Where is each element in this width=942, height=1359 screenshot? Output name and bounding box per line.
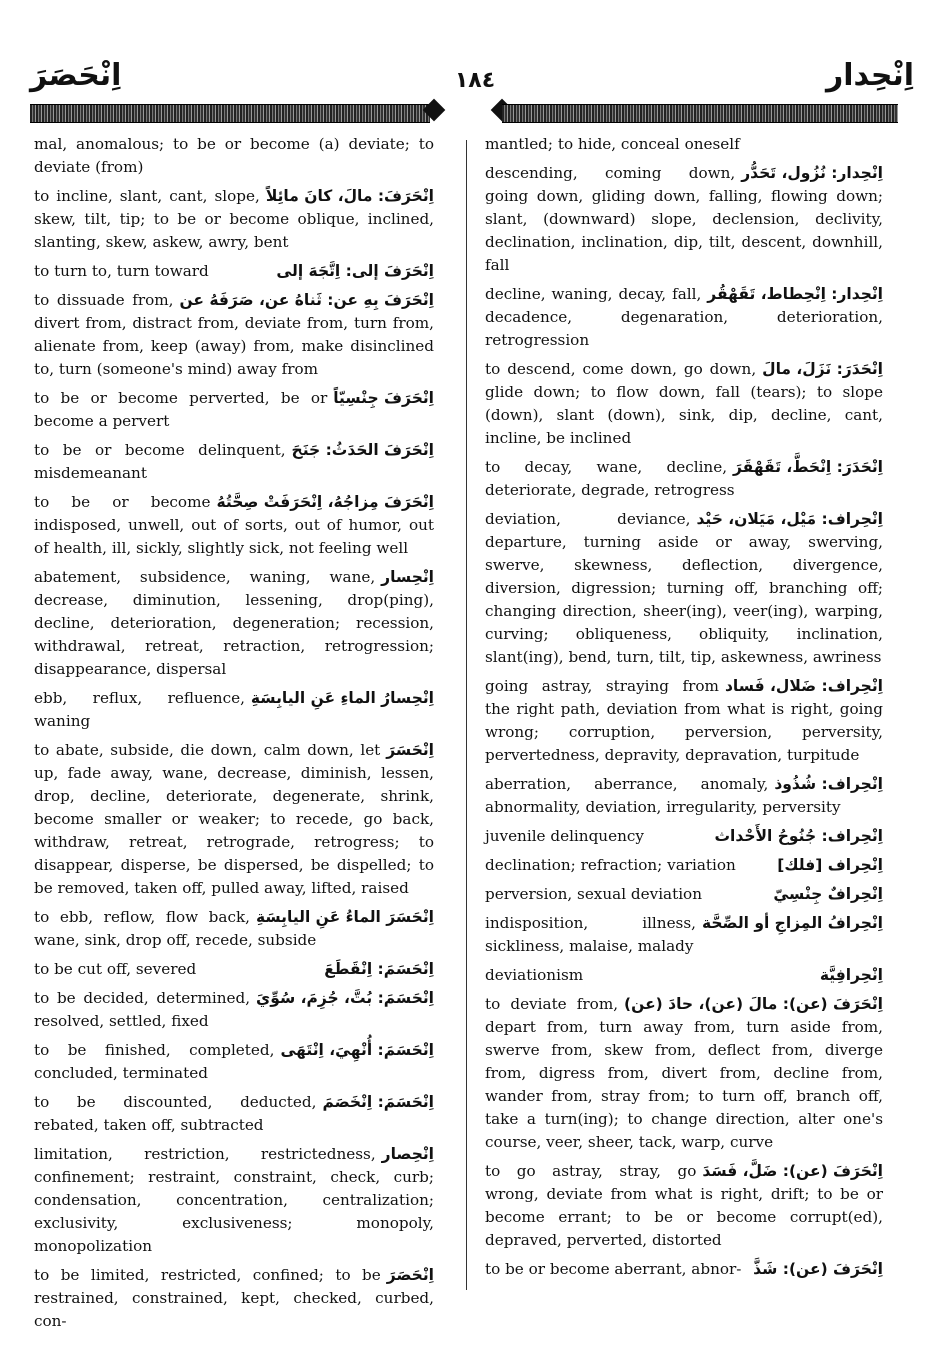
arabic-headword: اِنْحَرَفَ: مالَ، كانَ مائِلاً (265, 187, 434, 205)
arabic-headword: اِنْحِدار: نُزُول، تَحَدُّر (741, 164, 883, 182)
arabic-headword: اِنْحِراف [فلك] (777, 856, 883, 874)
english-definition: perversion, sexual deviation (485, 885, 702, 903)
arabic-headword: اِنْحَسَرَ الماءُ عَنِ اليابِسَةِ (256, 908, 434, 926)
arabic-headword: اِنْحِسار (381, 568, 434, 586)
english-definition: to dissuade from, divert from, distract from, deviate from, turn from, alienate from, keep (away) from, make disinclined to, turn (someone's mind) away from (34, 291, 434, 378)
english-definition: to abate, subside, die down, calm down, let up, fade away, wane, decrease, diminish, lessen, drop, decline, deteriorate, degenerate, shrink, become smaller or weaker; to recede, go back, withdraw, retreat, retrograde, retrogress; to disappear, disperse, be dispersed, be dispelled; to be removed, taken off, pulled away, lifted, raised (34, 741, 434, 897)
arabic-headword: اِنْحَسَمَ: بُتَّ، جُزِمَ، سُوِّيَ (256, 989, 434, 1007)
dictionary-entry (485, 964, 883, 987)
dictionary-entry (34, 987, 434, 1033)
dictionary-entry (34, 739, 434, 900)
arabic-headword: اِنْحَرَفَ الحَدَثُ: جَنَحَ (291, 441, 434, 459)
arabic-headword: اِنْحِسارُ الماءِ عَنِ اليابِسَةِ (250, 689, 434, 707)
arabic-headword: اِنْحَرَفَ بِهِ عن: ثَناهُ عن، صَرَفَهُ عن (179, 291, 434, 309)
dictionary-entry (34, 133, 434, 179)
arabic-headword: اِنْحِراف: مَيْل، مَيَلان، حَيْد (696, 510, 883, 528)
column-divider (466, 140, 467, 1290)
guide-word-right: اِنْحِدار (825, 58, 914, 93)
english-definition: to be or become perverted, be or become a pervert (34, 389, 328, 430)
arabic-headword: اِنْحَسَرَ (386, 741, 434, 759)
arabic-headword: اِنْحَرَفَ مِزاجُهُ، اِنْحَرَفَتْ صِحَّتُهُ (216, 493, 434, 511)
dictionary-entry (34, 260, 434, 283)
english-definition: deviationism (485, 966, 584, 984)
dictionary-entry (485, 675, 883, 767)
arabic-headword: اِنْحَصَرَ (386, 1266, 434, 1284)
arabic-headword: اِنْحِرافُ المِزاجِ أو الصِّحَّة (701, 914, 883, 932)
dictionary-entry (485, 1258, 883, 1281)
arabic-headword: اِنْحَسَمَ: اِنْقَطَعَ (324, 960, 434, 978)
english-definition: juvenile delinquency (485, 827, 644, 845)
english-definition: mal, anomalous; to be or become (a) deviate; to deviate (from) (34, 135, 434, 176)
dictionary-entry (485, 508, 883, 669)
dictionary-entry (34, 491, 434, 560)
header-rule-left (30, 104, 430, 123)
arabic-headword: اِنْحِدار: اِنْحِطاط، تَقَهْقُر (707, 285, 883, 303)
arabic-headword: اِنْحَدَرَ: اِنْحَطَّ، تَقَهْقَرَ (733, 458, 883, 476)
dictionary-entry (485, 1160, 883, 1252)
english-definition: declination; refraction; variation (485, 856, 736, 874)
dictionary-entry (34, 1039, 434, 1085)
english-definition: aberration, aberrance, anomaly, abnormality, deviation, irregularity, perversity (485, 775, 841, 816)
english-definition: to be or become aberrant, abnor- (485, 1260, 742, 1278)
header-rule-right (502, 104, 898, 123)
dictionary-entry (34, 1143, 434, 1258)
english-definition: to turn to, turn toward (34, 262, 209, 280)
english-definition: ebb, reflux, refluence, waning (34, 689, 245, 730)
page-number: ١٨٤ (454, 68, 496, 93)
dictionary-entry (34, 687, 434, 733)
dictionary-entry (34, 439, 434, 485)
dictionary-entry (485, 456, 883, 502)
english-definition: decline, waning, decay, fall, decadence, degenaration, deterioration, retrogression (485, 285, 883, 349)
dictionary-entry (485, 854, 883, 877)
english-definition: to deviate from, depart from, turn away from, turn aside from, swerve from, skew from, deflect from, diverge from, digress from, divert from, decline from, wander from, stray from; to turn off, branch off, take a turn(ing); to change direction, alter one's course, veer, sheer, tack, warp, curve (485, 995, 883, 1151)
arabic-headword: اِنْحِراف: شُذُوذ (774, 775, 883, 793)
arabic-headword: اِنْحَرَفَ (عن): ضَلَّ، فَسَدَ (702, 1162, 883, 1180)
dictionary-entry (485, 283, 883, 352)
guide-word-left: اِنْحَصَرَ (30, 58, 122, 93)
left-column (34, 133, 434, 1339)
english-definition: deviation, deviance, departure, turning aside or away, swerving, swerve, skewness, deflection, divergence, diversion, digression; turning off, branching off; changing direction, sheer(ing), veer(ing), warping, curving; obliqueness, obliquity, inclination, slant(ing), bend, turn, tilt, tip, askewness, awriness (485, 510, 883, 666)
dictionary-entry (34, 1264, 434, 1333)
english-definition: indisposition, illness, sickliness, malaise, malady (485, 914, 696, 955)
dictionary-entry (485, 133, 883, 156)
arabic-headword: اِنْحَسَمَ: اِنْخَصَمَ (322, 1093, 434, 1111)
dictionary-entry (485, 993, 883, 1154)
english-definition: limitation, restriction, restrictedness, confinement; restraint, constraint, check, curb; condensation, concentration, centralization; exclusivity, exclusiveness; monopoly, monopolization (34, 1145, 434, 1255)
dictionary-entry (485, 825, 883, 848)
english-definition: to go astray, stray, go wrong, deviate from what is right, drift; to be or become errant; to be or become corrupt(ed), depraved, perverted, distorted (485, 1162, 883, 1249)
english-definition: to be limited, restricted, confined; to be restrained, constrained, kept, checked, curbed, con- (34, 1266, 434, 1330)
english-definition: to incline, slant, cant, slope, skew, tilt, tip; to be or become oblique, inclined, slanting, skew, askew, awry, bent (34, 187, 434, 251)
arabic-headword: اِنْحَرَفَ (عن): شَذَّ (753, 1260, 883, 1278)
dictionary-entry (34, 906, 434, 952)
arabic-headword: اِنْحِرافِيَّة (819, 966, 883, 984)
arabic-headword: اِنْحَرَفَ إلى: اِتَّجَهَ إلى (276, 262, 434, 280)
arabic-headword: اِنْحِصار (381, 1145, 434, 1163)
dictionary-entry (34, 289, 434, 381)
dictionary-entry (485, 883, 883, 906)
right-column (485, 133, 883, 1287)
english-definition: to be discounted, deducted, rebated, taken off, subtracted (34, 1093, 317, 1134)
dictionary-entry (485, 358, 883, 450)
arabic-headword: اِنْحِراف: ضَلال، فَساد (724, 677, 883, 695)
dictionary-entry (34, 566, 434, 681)
english-definition: to be finished, completed, concluded, terminated (34, 1041, 275, 1082)
dictionary-entry (34, 387, 434, 433)
arabic-headword: اِنْحِراف: جُنُوحُ الأَحْداث (714, 827, 883, 845)
english-definition: to decay, wane, decline, deteriorate, degrade, retrogress (485, 458, 735, 499)
english-definition: to be or become delinquent, misdemeanant (34, 441, 286, 482)
dictionary-entry (485, 162, 883, 277)
english-definition: to be or become indisposed, unwell, out of sorts, out of humor, out of health, ill, sickly, slightly sick, not feeling well (34, 493, 434, 557)
english-definition: to be cut off, severed (34, 960, 197, 978)
english-definition: mantled; to hide, conceal oneself (485, 135, 740, 153)
english-definition: to ebb, reflow, flow back, wane, sink, drop off, recede, subside (34, 908, 317, 949)
dictionary-entry (34, 1091, 434, 1137)
english-definition: to be decided, determined, resolved, settled, fixed (34, 989, 251, 1030)
english-definition: abatement, subsidence, waning, wane, decrease, diminution, lessening, drop(ping), decline, deterioration, degeneration; recession, withdrawal, retreat, retraction, retrogression; disappearance, dispersal (34, 568, 434, 678)
dictionary-entry (485, 912, 883, 958)
arabic-headword: اِنْحَدَرَ: نَزَلَ، مالَ (762, 360, 883, 378)
dictionary-entry (34, 958, 434, 981)
english-definition: to descend, come down, go down, glide down; to flow down, fall (tears); to slope (down), slant (down), sink, dip, decline, cant, incline, be inclined (485, 360, 883, 447)
dictionary-entry (485, 773, 883, 819)
arabic-headword: اِنْحَسَمَ: أُنْهِيَ، اِنْتَهَى (280, 1041, 434, 1059)
arabic-headword: اِنْحَرَفَ (عن): مالَ (عن)، حادَ (عن) (624, 995, 883, 1013)
english-definition: descending, coming down, going down, gliding down, falling, flowing down; slant, (downward) slope, declension, declivity, declination, inclination, dip, tilt, descent, downhill, fall (485, 164, 883, 274)
dictionary-entry (34, 185, 434, 254)
english-definition: going astray, straying from the right path, deviation from what is right, going wrong; corruption, perversion, perversity, pervertedness, depravity, depravation, turpitude (485, 677, 883, 764)
arabic-headword: اِنْحِرافٌ جِنْسِيّ (773, 885, 883, 903)
arabic-headword: اِنْحَرَفَ جِنْسِيّاً (333, 389, 434, 407)
